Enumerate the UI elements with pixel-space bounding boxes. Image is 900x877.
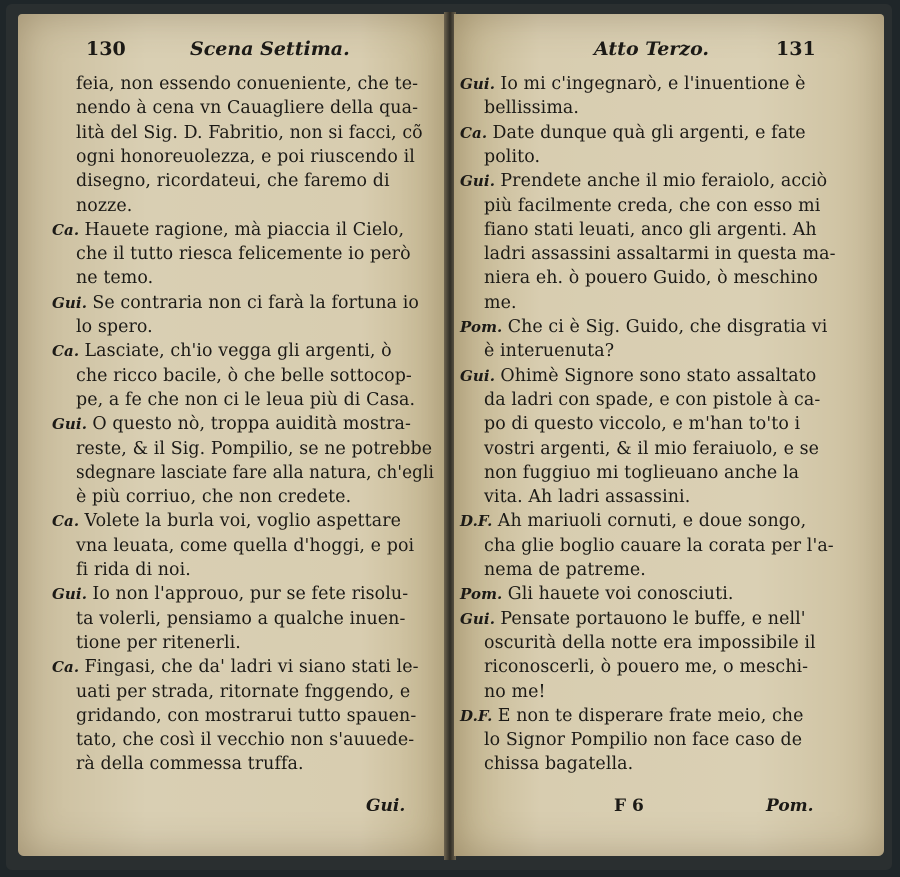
line-text: fi rida di noi. <box>76 560 191 580</box>
open-book <box>6 4 892 870</box>
text-line <box>52 655 419 679</box>
line-text: E non te disperare frate meio, che <box>497 705 804 726</box>
line-text: Io non l'approuo, pur se fete risolu- <box>92 584 409 605</box>
text-line <box>460 582 734 606</box>
text-line <box>52 509 401 533</box>
line-text: tione per ritenerli. <box>76 632 241 653</box>
line-text: vostri argenti, & il mio feraiuolo, e se <box>484 438 819 459</box>
text-line <box>484 145 540 169</box>
text-line <box>76 485 351 509</box>
text-line <box>76 72 418 96</box>
right-page-header <box>454 38 884 68</box>
left-page <box>18 14 446 856</box>
text-line <box>460 704 804 728</box>
text-line <box>76 364 412 388</box>
text-line <box>76 388 415 412</box>
line-text: ne temo. <box>76 268 154 289</box>
line-text: vita. Ah ladri assassini. <box>484 487 691 508</box>
text-line <box>76 266 153 290</box>
right-page <box>454 14 884 856</box>
text-line <box>460 607 806 631</box>
text-line <box>76 437 432 461</box>
line-text: rà della commessa truffa. <box>76 754 304 775</box>
speaker-label: Gui. <box>460 366 501 385</box>
speaker-label: Gui. <box>52 585 93 604</box>
text-line <box>76 145 415 169</box>
line-text: riconoscerli, ò pouero me, o meschi- <box>484 657 809 678</box>
line-text: reste, & il Sig. Pompilio, se ne potrebbe <box>76 438 433 459</box>
line-text: Date dunque quà gli argenti, e fate <box>492 122 806 143</box>
text-line <box>484 96 579 120</box>
line-text: lità del Sig. D. Fabritio, non si facci, cõ <box>76 122 423 143</box>
text-line <box>484 461 799 485</box>
speaker-label: Pom. <box>460 318 508 336</box>
line-text: polito. <box>484 146 541 167</box>
line-text: nendo à cena vn Cauagliere della qua- <box>76 98 419 119</box>
line-text: lo Signor Pompilio non face caso de <box>484 730 803 751</box>
text-line <box>484 680 546 704</box>
text-line <box>460 121 806 145</box>
line-text: da ladri con spade, e con pistole à ca- <box>484 389 821 410</box>
text-line <box>484 388 820 412</box>
line-text: oscurità della notte era impossibile il <box>484 632 816 653</box>
line-text: cha glie boglio cauare la corata per l'a- <box>484 535 834 556</box>
line-text: O questo nò, troppa auidità mostra- <box>92 414 411 435</box>
speaker-label: Ca. <box>52 512 85 531</box>
line-text: è più corriuo, che non credete. <box>76 487 352 508</box>
line-text: Fingasi, che da' ladri vi siano stati le- <box>84 657 419 678</box>
line-text: Volete la burla voi, voglio aspettare <box>84 511 401 532</box>
speaker-label: Gui. <box>460 172 501 191</box>
text-line <box>76 461 434 485</box>
text-line <box>460 315 827 339</box>
text-line <box>484 631 816 655</box>
text-line <box>460 364 816 388</box>
line-text: Lasciate, ch'io vegga gli argenti, ò <box>84 341 392 362</box>
text-line <box>76 752 304 776</box>
running-head: Atto Terzo. <box>594 38 710 60</box>
text-line <box>76 704 416 728</box>
catchword: Gui. <box>366 796 406 816</box>
line-text: feia, non essendo conueniente, che te- <box>76 74 419 94</box>
speaker-label: Pom. <box>460 585 508 604</box>
line-text: Io mi c'ingegnarò, e l'inuentione è <box>500 74 806 94</box>
text-line <box>460 169 827 193</box>
line-text: Che ci è Sig. Guido, che disgratia vi <box>507 317 828 337</box>
line-text: Gli hauete voi conosciuti. <box>507 584 734 605</box>
line-text: nozze. <box>76 195 133 216</box>
text-line <box>52 412 411 436</box>
line-text: disegno, ricordateui, che faremo di <box>76 171 390 192</box>
line-text: bellissima. <box>484 98 580 119</box>
line-text: è interuenuta? <box>484 341 615 362</box>
text-line <box>460 72 806 96</box>
line-text: sdegnare lasciate fare alla natura, ch'egli <box>76 462 434 483</box>
line-text: non fuggiuo mi toglieuano anche la <box>484 462 800 483</box>
line-text: ladri assassini assaltarmi in questa ma- <box>484 244 836 265</box>
text-line <box>484 655 808 679</box>
line-text: più facilmente creda, che con esso mi <box>484 195 821 216</box>
line-text: Hauete ragione, mà piaccia il Cielo, <box>84 219 405 240</box>
text-line <box>76 315 153 339</box>
text-line <box>76 680 410 704</box>
line-text: Pensate portauono le buffe, e nell' <box>500 608 806 629</box>
text-line <box>76 169 390 193</box>
speaker-label: Gui. <box>460 75 501 93</box>
speaker-label: Ca. <box>460 123 493 142</box>
speaker-label: Ca. <box>52 220 85 239</box>
text-line <box>484 218 817 242</box>
line-text: uati per strada, ritornate fnggendo, e <box>76 681 411 702</box>
text-line <box>484 266 818 290</box>
text-line <box>484 558 646 582</box>
text-line <box>76 558 191 582</box>
text-line <box>484 339 614 363</box>
line-text: pe, a fe che non ci le leua più di Casa. <box>76 389 416 410</box>
text-line <box>76 607 405 631</box>
speaker-label: Gui. <box>460 609 501 628</box>
line-text: fiano stati leuati, anco gli argenti. Ah <box>484 219 817 240</box>
line-text: Prendete anche il mio feraiolo, acciò <box>500 171 828 192</box>
line-text: niera eh. ò pouero Guido, ò meschino <box>484 268 819 289</box>
text-line <box>76 121 423 145</box>
text-line <box>484 437 819 461</box>
text-line <box>76 534 414 558</box>
speaker-label: Ca. <box>52 658 85 677</box>
line-text: Ohimè Signore sono stato assaltato <box>500 365 817 386</box>
left-page-header <box>18 38 446 68</box>
text-line <box>484 242 836 266</box>
speaker-label: Ca. <box>52 342 85 361</box>
text-line <box>484 534 834 558</box>
line-text: no me! <box>484 681 546 702</box>
text-line <box>52 291 419 315</box>
line-text: vna leuata, come quella d'hoggi, e poi <box>76 535 415 556</box>
text-line <box>484 412 800 436</box>
speaker-label: D.F. <box>460 706 498 725</box>
line-text: Se contraria non ci farà la fortuna io <box>92 292 419 313</box>
page-number: 131 <box>776 38 816 60</box>
speaker-label: Gui. <box>52 415 93 434</box>
text-line <box>76 194 132 218</box>
running-head: Scena Settima. <box>190 38 350 60</box>
text-line <box>52 582 408 606</box>
line-text: che ricco bacile, ò che belle sottocop- <box>76 365 412 386</box>
line-text: po di questo viccolo, e m'han to'to i <box>484 414 801 435</box>
text-line <box>484 485 690 509</box>
line-text: nema de patreme. <box>484 560 646 580</box>
text-line <box>76 631 241 655</box>
signature-mark: F 6 <box>614 796 644 816</box>
line-text: Ah mariuoli cornuti, e doue songo, <box>497 511 807 532</box>
line-text: gridando, con mostrarui tutto spauen- <box>76 705 417 726</box>
line-text: me. <box>484 292 517 313</box>
line-text: ta volerli, pensiamo a qualche inuen- <box>76 608 406 629</box>
line-text: che il tutto riesca felicemente io però <box>76 244 411 265</box>
speaker-label: D.F. <box>460 512 498 531</box>
text-line <box>484 194 820 218</box>
line-text: tato, che così il vecchio non s'auuede- <box>76 730 415 751</box>
text-line <box>484 728 802 752</box>
text-line <box>76 242 411 266</box>
speaker-label: Gui. <box>52 293 93 312</box>
text-line <box>52 218 404 242</box>
text-line <box>76 96 418 120</box>
text-line <box>484 291 517 315</box>
text-line <box>460 509 806 533</box>
line-text: lo spero. <box>76 317 153 337</box>
line-text: chissa bagatella. <box>484 754 634 775</box>
text-line <box>484 752 633 776</box>
catchword: Pom. <box>766 796 814 816</box>
page-number: 130 <box>86 38 126 60</box>
text-line <box>52 339 392 363</box>
line-text: ogni honoreuolezza, e poi riuscendo il <box>76 146 415 167</box>
text-line <box>76 728 414 752</box>
